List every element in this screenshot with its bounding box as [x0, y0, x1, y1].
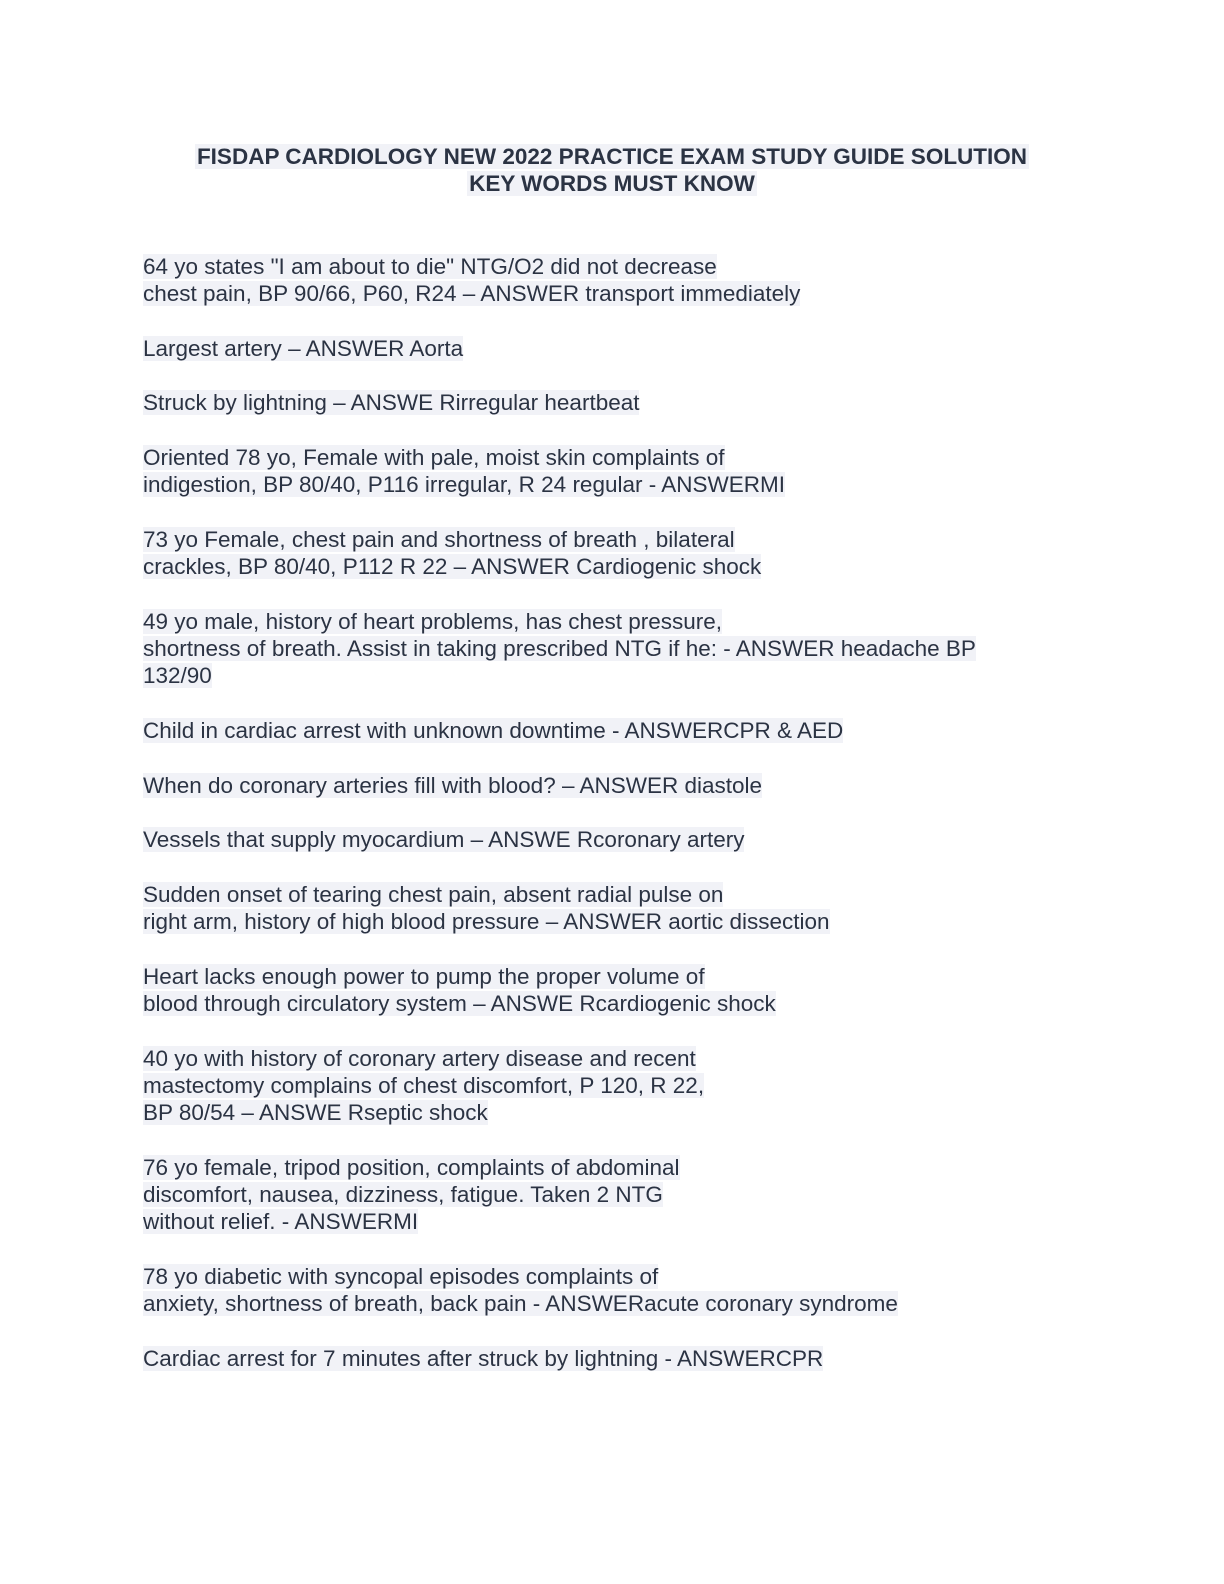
qa-line: Sudden onset of tearing chest pain, absent radial pulse on — [143, 881, 724, 907]
qa-item — [143, 1045, 1083, 1127]
qa-line: 78 yo diabetic with syncopal episodes complaints of — [143, 1263, 659, 1289]
qa-line: Struck by lightning – ANSWE Rirregular heartbeat — [143, 390, 640, 416]
qa-line: anxiety, shortness of breath, back pain - ANSWERacute coronary syndrome — [143, 1291, 898, 1317]
qa-line: right arm, history of high blood pressure – ANSWER aortic dissection — [143, 909, 830, 935]
title-line: FISDAP CARDIOLOGY NEW 2022 PRACTICE EXAM STUDY GUIDE SOLUTION — [196, 144, 1028, 169]
qa-item — [143, 881, 1083, 936]
title-line: KEY WORDS MUST KNOW — [469, 171, 755, 196]
qa-item — [143, 444, 1083, 499]
qa-line: 64 yo states "I am about to die" NTG/O2 did not decrease — [143, 254, 717, 279]
qa-item — [143, 1263, 1083, 1318]
qa-line: Largest artery – ANSWER Aorta — [143, 335, 464, 361]
document-title — [0, 143, 1224, 197]
qa-line: BP 80/54 – ANSWE Rseptic shock — [143, 1100, 488, 1126]
qa-line: 40 yo with history of coronary artery disease and recent — [143, 1045, 696, 1071]
qa-line: without relief. - ANSWERMI — [143, 1209, 419, 1235]
qa-item — [143, 608, 1083, 690]
qa-line: Vessels that supply myocardium – ANSWE Rcoronary artery — [143, 827, 745, 853]
qa-line: When do coronary arteries fill with blood? – ANSWER diastole — [143, 772, 763, 798]
qa-item — [143, 1154, 1083, 1236]
qa-item — [143, 526, 1083, 581]
qa-item — [143, 826, 1083, 853]
qa-item — [143, 717, 1083, 744]
qa-line: blood through circulatory system – ANSWE Rcardiogenic shock — [143, 991, 776, 1017]
qa-item — [143, 389, 1083, 416]
qa-line: Heart lacks enough power to pump the proper volume of — [143, 963, 705, 989]
qa-line: chest pain, BP 90/66, P60, R24 – ANSWER transport immediately — [143, 281, 801, 307]
qa-line: 49 yo male, history of heart problems, has chest pressure, — [143, 608, 723, 634]
qa-line: indigestion, BP 80/40, P116 irregular, R 24 regular - ANSWERMI — [143, 472, 785, 498]
qa-item — [143, 253, 1083, 308]
qa-item — [143, 335, 1083, 362]
qa-item — [143, 963, 1083, 1018]
qa-line: Oriented 78 yo, Female with pale, moist skin complaints of — [143, 445, 725, 471]
qa-line: Cardiac arrest for 7 minutes after struck by lightning - ANSWERCPR — [143, 1345, 824, 1371]
qa-line: 132/90 — [143, 663, 212, 689]
qa-line: crackles, BP 80/40, P112 R 22 – ANSWER Cardiogenic shock — [143, 554, 762, 580]
qa-item — [143, 772, 1083, 799]
qa-line: discomfort, nausea, dizziness, fatigue. Taken 2 NTG — [143, 1182, 663, 1208]
qa-line: 73 yo Female, chest pain and shortness of breath , bilateral — [143, 526, 735, 552]
qa-line: Child in cardiac arrest with unknown downtime - ANSWERCPR & AED — [143, 718, 844, 744]
qa-line: mastectomy complains of chest discomfort, P 120, R 22, — [143, 1072, 705, 1098]
qa-item — [143, 1345, 1083, 1372]
question-answer-list — [143, 253, 1083, 1399]
qa-line: 76 yo female, tripod position, complaints of abdominal — [143, 1154, 680, 1180]
qa-line: shortness of breath. Assist in taking prescribed NTG if he: - ANSWER headache BP — [143, 636, 976, 662]
